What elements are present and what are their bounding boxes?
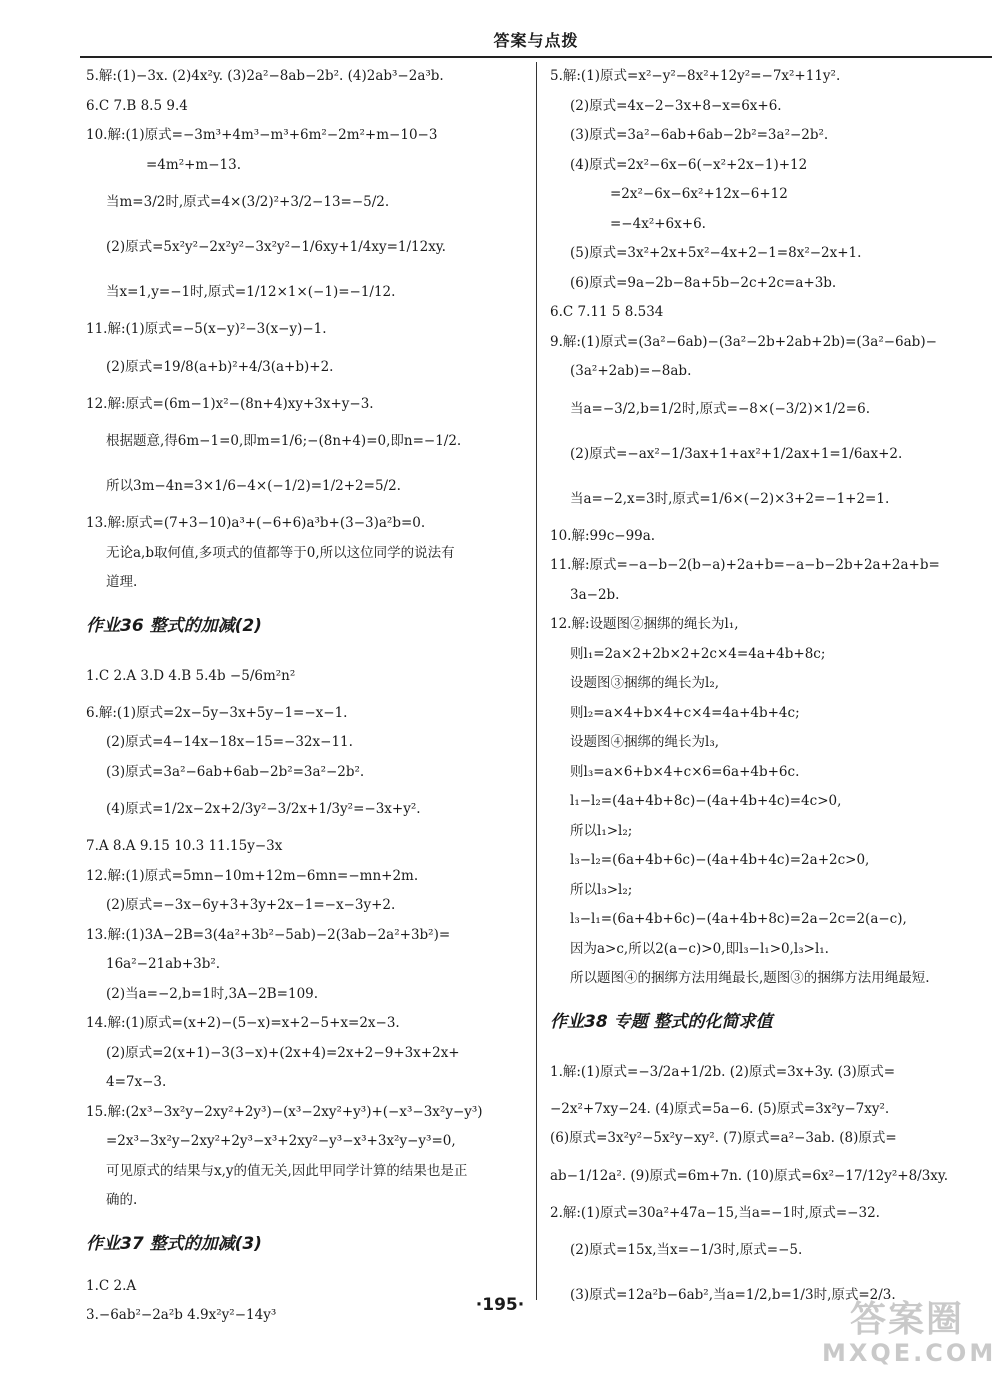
answer-line: 所以l₁>l₂; — [570, 822, 633, 839]
answer-line: 5.解:(1)−3x. (2)4x²y. (3)2a²−8ab−2b². (4)2ab³−2a³b. — [86, 68, 444, 84]
answer-line: 设题图④捆绑的绳长为l₃, — [570, 734, 720, 750]
watermark-domain: MXQE.COM — [822, 1338, 997, 1367]
answer-line: 当m=3/2时,原式=4×(3/2)²+3/2−13=−5/2. — [106, 194, 390, 210]
answer-line: (6)原式=3x²y²−5x²y−xy². (7)原式=a²−3ab. (8)原式= — [550, 1130, 897, 1146]
header-rule — [80, 56, 992, 58]
answer-line: 4=7x−3. — [106, 1074, 167, 1090]
answer-line: (2)当a=−2,b=1时,3A−2B=109. — [106, 985, 319, 1002]
page-header: 答案与点拨 — [493, 31, 579, 50]
answer-line: 5.解:(1)原式=x²−y²−8x²+12y²=−7x²+11y². — [550, 68, 841, 84]
watermark-logo — [822, 1299, 997, 1386]
page-number: ·195· — [475, 1295, 525, 1315]
answer-line: 2.解:(1)原式=30a²+47a−15,当a=−1时,原式=−32. — [550, 1204, 880, 1221]
answer-line: (2)原式=4x−2−3x+8−x=6x+6. — [570, 97, 782, 114]
answer-line: 11.解:原式=−a−b−2(b−a)+2a+b=−a−b−2b+2a+2a+b= — [550, 557, 940, 573]
answer-line: (3)原式=12a²b−6ab²,当a=1/2,b=1/3时,原式=2/3. — [570, 1287, 896, 1303]
answer-line: l₃−l₁=(6a+4b+6c)−(4a+4b+8c)=2a−2c=2(a−c), — [570, 911, 907, 927]
answer-line: (6)原式=9a−2b−8a+5b−2c+2c=a+3b. — [570, 274, 837, 291]
answer-line: (2)原式=15x,当x=−1/3时,原式=−5. — [570, 1242, 803, 1258]
answer-line: 则l₁=2a×2+2b×2+2c×4=4a+4b+8c; — [570, 645, 826, 662]
answer-line: 16a²−21ab+3b². — [106, 956, 221, 972]
answer-line: 道理. — [106, 574, 138, 590]
answer-line: 10.解:(1)原式=−3m³+4m³−m³+6m²−2m²+m−10−3 — [86, 127, 438, 143]
answer-line: 6.C 7.11 5 8.534 — [550, 304, 664, 320]
answer-line: 所以l₃>l₂; — [570, 881, 633, 898]
answer-line: 3a−2b. — [570, 586, 620, 603]
answer-line: 1.C 2.A 3.D 4.B 5.4b −5/6m²n² — [86, 667, 296, 684]
answer-line: (2)原式=4−14x−18x−15=−32x−11. — [106, 734, 353, 750]
answer-line: 则l₂=a×4+b×4+c×4=4a+4b+4c; — [570, 704, 800, 721]
answer-line: 12.解:(1)原式=5mn−10m+12m−6mn=−mn+2m. — [86, 867, 419, 884]
answer-line: 12.解:原式=(6m−1)x²−(8n+4)xy+3x+y−3. — [86, 395, 374, 412]
answer-line: (3)原式=3a²−6ab+6ab−2b²=3a²−2b². — [570, 127, 829, 143]
answer-line: 设题图③捆绑的绳长为l₂, — [570, 675, 720, 691]
answer-line: 1.解:(1)原式=−3/2a+1/2b. (2)原式=3x+3y. (3)原式= — [550, 1063, 896, 1080]
answer-line: (2)原式=−ax²−1/3ax+1+ax²+1/2ax+1=1/6ax+2. — [570, 445, 903, 462]
answer-line: l₃−l₂=(6a+4b+6c)−(4a+4b+4c)=2a+2c>0, — [570, 852, 870, 868]
answer-line: =4m²+m−13. — [146, 156, 242, 173]
answer-line: ab−1/12a². (9)原式=6m+7n. (10)原式=6x²−17/12y²+8/3xy. — [550, 1167, 949, 1184]
answer-line: (2)原式=19/8(a+b)²+4/3(a+b)+2. — [106, 358, 334, 375]
answer-line: (5)原式=3x²+2x+5x²−4x+2−1=8x²−2x+1. — [570, 245, 862, 261]
answer-line: 7.A 8.A 9.15 10.3 11.15y−3x — [86, 838, 283, 854]
left-column — [86, 62, 526, 1331]
right-column — [550, 62, 990, 1318]
answer-line: 11.解:(1)原式=−5(x−y)²−3(x−y)−1. — [86, 321, 327, 337]
answer-line: −2x²+7xy−24. (4)原式=5a−6. (5)原式=3x²y−7xy². — [550, 1100, 890, 1117]
answer-line: 6.解:(1)原式=2x−5y−3x+5y−1=−x−1. — [86, 704, 348, 721]
answer-line: 所以题图④的捆绑方法用绳最长,题图③的捆绑方法用绳最短. — [570, 970, 930, 986]
answer-line: 10.解:99c−99a. — [550, 527, 656, 544]
answer-line: (3)原式=3a²−6ab+6ab−2b²=3a²−2b². — [106, 763, 365, 780]
answer-line: 15.解:(2x³−3x²y−2xy²+2y³)−(x³−2xy²+y³)+(−x³−3x²y−y³) — [86, 1103, 483, 1120]
answer-line: 13.解:原式=(7+3−10)a³+(−6+6)a³b+(3−3)a²b=0. — [86, 515, 426, 531]
answer-line: 因为a>c,所以2(a−c)>0,即l₃−l₁>0,l₃>l₁. — [570, 940, 829, 957]
section-heading: 作业37 整式的加减(3) — [86, 1233, 262, 1254]
answer-line: 当a=−3/2,b=1/2时,原式=−8×(−3/2)×1/2=6. — [570, 400, 870, 417]
answer-line: 当x=1,y=−1时,原式=1/12×1×(−1)=−1/12. — [106, 284, 396, 300]
answer-line: 3.−6ab²−2a²b 4.9x²y²−14y³ — [86, 1307, 277, 1323]
answer-line: (4)原式=2x²−6x−6(−x²+2x−1)+12 — [570, 156, 808, 173]
answer-line: (2)原式=2(x+1)−3(3−x)+(2x+4)=2x+2−9+3x+2x+ — [106, 1044, 460, 1061]
answer-line: (3a²+2ab)=−8ab. — [570, 363, 692, 379]
answer-line: 当a=−2,x=3时,原式=1/6×(−2)×3+2=−1+2=1. — [570, 490, 890, 507]
answer-line: (2)原式=5x²y²−2x²y²−3x²y²−1/6xy+1/4xy=1/12xy. — [106, 239, 446, 255]
answer-line: 可见原式的结果与x,y的值无关,因此甲同学计算的结果也是正 — [106, 1162, 468, 1179]
answer-line: 6.C 7.B 8.5 9.4 — [86, 97, 188, 114]
answer-line: 14.解:(1)原式=(x+2)−(5−x)=x+2−5+x=2x−3. — [86, 1015, 400, 1031]
answer-line: 根据题意,得6m−1=0,即m=1/6;−(8n+4)=0,即n=−1/2. — [106, 433, 462, 449]
answer-line: =2x³−3x²y−2xy²+2y³−x³+2xy²−y³−x³+3x²y−y³=0, — [106, 1133, 456, 1149]
section-heading: 作业36 整式的加减(2) — [86, 615, 262, 636]
answer-line: 无论a,b取何值,多项式的值都等于0,所以这位同学的说法有 — [106, 544, 455, 561]
answer-line: (2)原式=−3x−6y+3+3y+2x−1=−x−3y+2. — [106, 897, 396, 913]
answer-line: 确的. — [106, 1192, 138, 1208]
answer-line: 9.解:(1)原式=(3a²−6ab)−(3a²−2b+2ab+2b)=(3a²−6ab)− — [550, 333, 937, 350]
answer-line: =2x²−6x−6x²+12x−6+12 — [610, 186, 788, 202]
answer-line: l₁−l₂=(4a+4b+8c)−(4a+4b+4c)=4c>0, — [570, 793, 842, 809]
column-divider — [536, 62, 537, 1300]
answer-line: (4)原式=1/2x−2x+2/3y²−3/2x+1/3y²=−3x+y². — [106, 801, 421, 817]
answer-line: =−4x²+6x+6. — [610, 215, 706, 232]
section-heading: 作业38 专题 整式的化简求值 — [550, 1011, 773, 1032]
answer-line: 1.C 2.A — [86, 1277, 137, 1294]
answer-line: 13.解:(1)3A−2B=3(4a²+3b²−5ab)−2(3ab−2a²+3b²)= — [86, 926, 451, 943]
answer-line: 12.解:设题图②捆绑的绳长为l₁, — [550, 616, 739, 632]
answer-line: 则l₃=a×6+b×4+c×6=6a+4b+6c. — [570, 763, 800, 780]
answer-line: 所以3m−4n=3×1/6−4×(−1/2)=1/2+2=5/2. — [106, 478, 401, 494]
watermark-text: 答案圈 — [849, 1299, 964, 1340]
